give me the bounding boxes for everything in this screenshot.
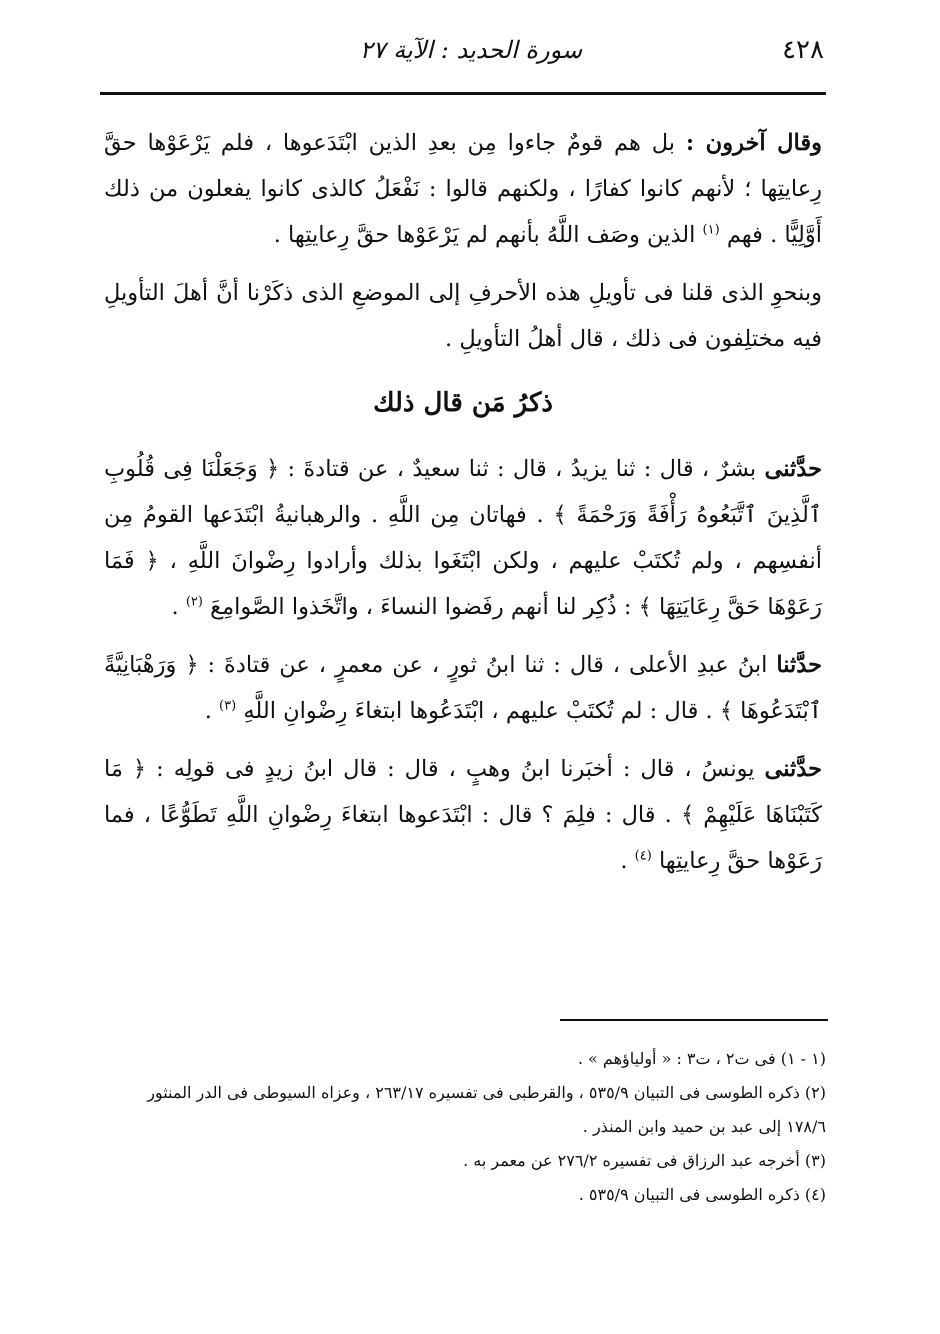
narration-text: : ذُكِر لنا أنهم رفَضوا النساءَ ، واتَّخَذوا الصَّوامِعَ (210, 594, 632, 620)
footnote-marker: (٢) (185, 594, 203, 610)
narration-3 (104, 746, 822, 884)
main-text (104, 120, 822, 896)
narration-end: . (204, 698, 212, 724)
narration-text: يونسُ ، قال : أخبَرنا ابنُ وهبٍ ، قال : قال ابنُ زيدٍ فى قولِه : (156, 756, 755, 782)
running-title: سورة الحديد : الآية ٢٧ (359, 36, 583, 64)
footnote-marker: (١) (702, 222, 720, 238)
quran-verse: ﴿ مَا كَتَبْنَاهَا عَلَيْهِمْ ﴾ (104, 756, 823, 828)
quran-verse: ﴿ فَمَا رَعَوْهَا حَقَّ رِعَايَتِهَا ﴾ (104, 548, 822, 620)
narration-text: . فهاتان مِن اللَّهِ . والرهبانيةُ ابْتَدَعها القومُ مِن أنفسِهم ، ولم تُكتَبْ عليهم ، ولكن ابْتَغَوا بذلك وأرادوا رِضْوانَ اللَّهِ ، (104, 502, 822, 574)
footnote-rule (560, 1019, 828, 1021)
section-heading: ذكرُ مَن قال ذلك (373, 388, 553, 418)
footnote-marker: (٣) (219, 698, 237, 714)
narration-text: . قال : فلِمَ ؟ قال : ابْتَدَعوها ابتغاءَ رِضْوانِ اللَّهِ تَطَوُّعًا ، فما رَعَوْها حقَّ رِعايتِها (104, 802, 822, 874)
narration-2 (104, 642, 822, 734)
paragraph-lead: وقال آخرون : (685, 130, 822, 156)
narration-end: . (620, 848, 628, 874)
narration-lead: حدَّثنى (764, 756, 823, 782)
quran-verse: ﴿ وَجَعَلْنَا فِى قُلُوبِ ٱلَّذِينَ ٱتَّبَعُوهُ رَأْفَةً وَرَحْمَةً ﴾ (104, 456, 822, 528)
paragraph-text: وبنحوِ الذى قلنا فى تأويلِ هذه الأحرفِ إلى الموضعِ الذى ذكَرْنا أنَّ أهلَ التأويلِ فيه مختلِفون فى ذلك ، قال أهلُ التأويلِ . (104, 280, 822, 352)
page-header (102, 30, 824, 70)
page-number: ٤٢٨ (782, 35, 824, 65)
narration-text: ابنُ عبدِ الأعلى ، قال : ثنا ابنُ ثورٍ ، عن معمرٍ ، عن قتادةَ : (207, 652, 768, 678)
footnote-3: (٣) أخرجه عبد الرزاق فى تفسيره ٢٧٦/٢ عن معمر به . (463, 1151, 826, 1170)
narration-text: . قال : لم تُكتَبْ عليهم ، ابْتَدَعُوها ابتغاءَ رِضْوانِ اللَّهِ (243, 698, 713, 724)
narration-lead: حدَّثنا (776, 652, 822, 678)
footnote-marker: (٤) (634, 848, 652, 864)
narration-end: . (171, 594, 179, 620)
footnote-2: (٢) ذكره الطوسى فى التبيان ٥٣٥/٩ ، والقرطبى فى تفسيره ٢٦٣/١٧ ، وعزاه السيوطى فى الدر المنثور ١٧٨/٦ إلى عبد بن حميد وابن المنذر . (147, 1083, 826, 1136)
paragraph-1 (104, 120, 822, 258)
header-rule (100, 92, 826, 95)
paragraph-2 (104, 270, 822, 362)
narration-text: بشرٌ ، قال : ثنا يزيدُ ، قال : ثنا سعيدٌ ، عن قتادةَ : (287, 456, 757, 482)
footnote-1: (١ - ١) فى ت٢ ، ت٣ : « أولياؤهم » . (577, 1049, 826, 1068)
narration-lead: حدَّثنى (764, 456, 822, 482)
narration-1 (104, 446, 822, 630)
paragraph-text: بل هم قومٌ جاءوا مِن بعدِ الذين ابْتَدَعوها ، فلم يَرْعَوْها حقَّ رِعايتِها ؛ لأنهم كانوا كفارًا ، ولكنهم قالوا : نَفْعَلُ كالذى كانوا يفعلون من ذلك أَوَّلِيًّا . فهم (104, 130, 822, 248)
quran-verse: ﴿ وَرَهْبَانِيَّةً ٱبْتَدَعُوهَا ﴾ (104, 652, 822, 724)
footnotes (104, 1042, 826, 1212)
paragraph-tail: الذين وصَف اللَّهُ بأنهم لم يَرْعَوْها حقَّ رِعايتِها . (273, 222, 696, 248)
footnote-4: (٤) ذكره الطوسى فى التبيان ٥٣٥/٩ . (578, 1185, 826, 1204)
